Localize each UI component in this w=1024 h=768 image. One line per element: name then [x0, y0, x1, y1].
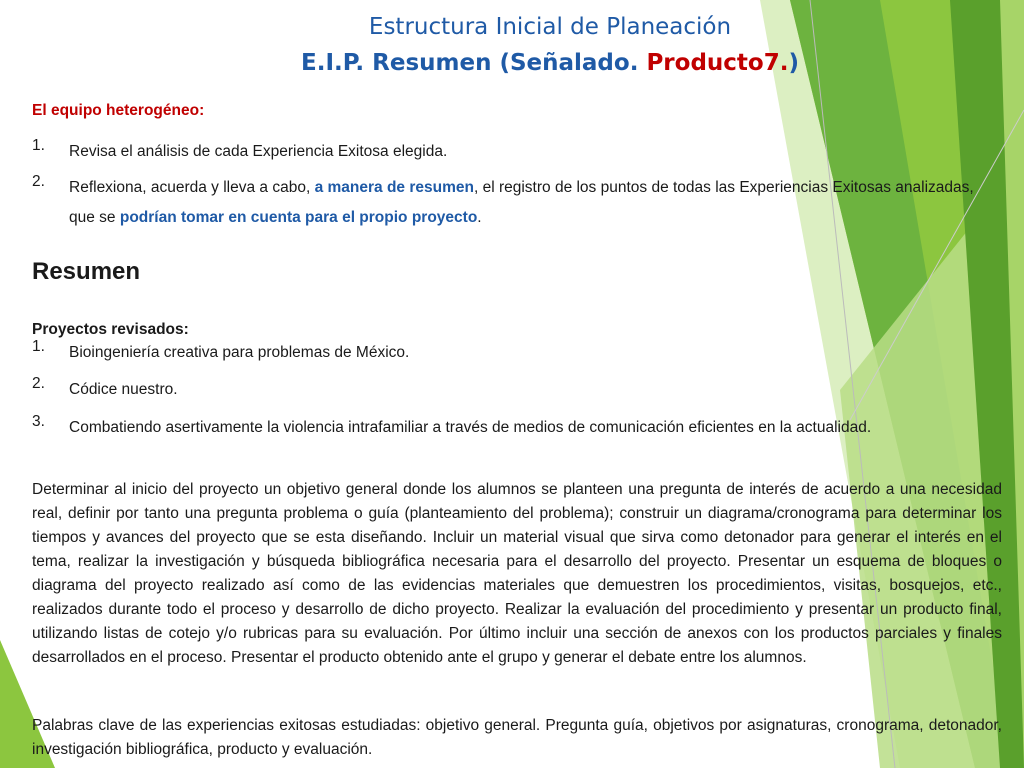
keywords-paragraph: Palabras clave de las experiencias exitosas estudiadas: objetivo general. Pregunta guía, objetivos por asignaturas, cronograma, detonador, investigación bibliográfica, producto y evaluación. — [32, 717, 1002, 758]
subtitle-prefix: E.I.P. Resumen (Señalado. — [301, 50, 647, 76]
page-title: Estructura Inicial de Planeación — [368, 14, 732, 40]
page-subtitle — [0, 48, 1024, 78]
project-item-1 — [32, 338, 989, 368]
intro-item-2 — [32, 173, 989, 233]
highlight-resumen: a manera de resumen — [314, 179, 474, 196]
intro-item-number: 1. — [32, 137, 45, 154]
project-number: 1. — [32, 338, 45, 355]
project-item-2 — [32, 375, 989, 405]
resumen-heading: Resumen — [32, 258, 141, 285]
highlight-proyecto: podrían tomar en cuenta para el propio proyecto — [119, 209, 478, 226]
intro-text-part: . — [477, 209, 482, 226]
team-subheading: El equipo heterogéneo: — [32, 102, 205, 119]
summary-paragraph: Determinar al inicio del proyecto un objetivo general donde los alumnos se planteen una pregunta de interés de acuerdo a una necesidad real, definir por tanto una pregunta problema o guía (planteamiento del problema); construir un diagrama/cronograma para determinar los tiempos y avances del proyecto que se esta diseñando. Incluir un material visual que sirva como detonador para generar el interés en el tema, realizar la investigación y búsqueda bibliográfica necesaria para el desarrollo del proyecto. Presentar un esquema de bloques o diagrama del proyecto realizado así como de las evidencias materiales que demuestren los procedimientos, visitas, bosquejos, etc., realizados durante todo el proceso y desarrollo de dicho proyecto. Realizar la evaluación del procedimiento y presentar un producto final, utilizando listas de cotejo y/o rubricas para su evaluación. Por último incluir una sección de anexos con los productos parciales y finales desarrollados en el proceso. Presentar el producto obtenido ante el grupo y generar el debate entre los alumnos. — [32, 481, 1002, 666]
project-number: 3. — [32, 413, 45, 430]
intro-text-part: , el registro de los puntos de todas las Experiencias Exitosas analizadas, que se — [69, 179, 974, 226]
intro-item-1 — [32, 137, 989, 167]
project-text: Combatiendo asertivamente la violencia intrafamiliar a través de medios de comunicación eficientes en la actualidad. — [69, 419, 872, 436]
intro-item-text: Revisa el análisis de cada Experiencia Exitosa elegida. — [69, 143, 448, 160]
project-text: Bioingeniería creativa para problemas de México. — [69, 344, 410, 361]
intro-item-number: 2. — [32, 173, 45, 190]
project-number: 2. — [32, 375, 45, 392]
project-text: Códice nuestro. — [69, 381, 178, 398]
subtitle-product: Producto7. — [646, 50, 789, 76]
subtitle-suffix: ) — [788, 50, 799, 76]
projects-heading: Proyectos revisados: — [32, 321, 189, 338]
intro-text-part: Reflexiona, acuerda y lleva a cabo, — [69, 179, 315, 196]
intro-item-text — [69, 173, 989, 233]
project-item-3 — [32, 413, 989, 443]
